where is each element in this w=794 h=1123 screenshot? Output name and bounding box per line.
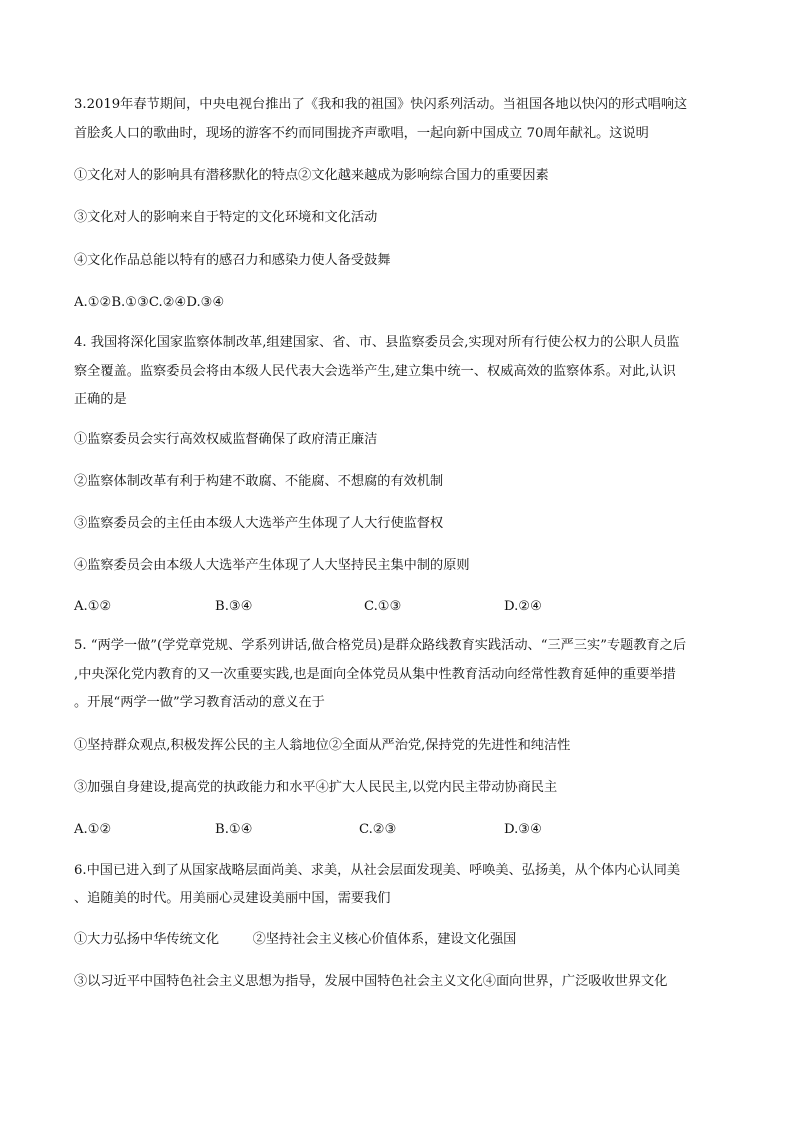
q5-statement-1: ①坚持群众观点,积极发挥公民的主人翁地位②全面从严治党,保持党的先进性和纯洁性: [74, 738, 571, 753]
q4-statement-2: ②监察体制改革有利于构建不敢腐、不能腐、不想腐的有效机制: [74, 474, 444, 489]
q3-options: A.①②B.①③C.②④D.③④: [74, 295, 225, 310]
q4-option-d: D.②④: [504, 599, 542, 614]
q5-statement-2: ③加强自身建设,提高党的执政能力和水平④扩大人民民主,以党内民主带动协商民主: [74, 780, 558, 795]
q3-statement-3: ④文化作品总能以特有的感召力和感染力使人备受鼓舞: [74, 253, 391, 268]
q3-statement-1: ①文化对人的影响具有潜移默化的特点②文化越来越成为影响综合国力的重要因素: [74, 168, 549, 183]
q4-statement-4: ④监察委员会由本级人大选举产生体现了人大坚持民主集中制的原则: [74, 558, 470, 573]
q5-option-c: C.②③: [359, 822, 397, 837]
q3-stem-line-1: 3.2019年春节期间，中央电视台推出了《我和我的祖国》快闪系列活动。当祖国各地以快闪的形式唱响这: [74, 97, 688, 112]
q6-statement-1: ①大力弘扬中华传统文化 ②坚持社会主义核心价值体系，建设文化强国: [74, 932, 517, 947]
q6-stem-line-2: 、追随美的时代。用美丽心灵建设美丽中国，需要我们: [74, 891, 391, 906]
q4-option-c: C.①③: [364, 599, 402, 614]
q4-statement-1: ①监察委员会实行高效权威监督确保了政府清正廉洁: [74, 432, 378, 447]
q6-statement-2: ③以习近平中国特色社会主义思想为指导，发展中国特色社会主义文化④面向世界，广泛吸收世界文化: [74, 974, 668, 989]
q4-statement-3: ③监察委员会的主任由本级人大选举产生体现了人大行使监督权: [74, 516, 444, 531]
q6-stem-line-1: 6.中国已进入到了从国家战略层面尚美、求美，从社会层面发现美、呼唤美、弘扬美，从个体内心认同美: [74, 863, 681, 878]
q3-stem-line-2: 首脍炙人口的歌曲时，现场的游客不约而同围拢齐声歌唱，一起向新中国成立 70周年献礼。这说明: [74, 126, 649, 141]
q5-stem-line-3: 。开展“两学一做”学习教育活动的意义在于: [74, 695, 325, 710]
q4-stem-line-2: 察全覆盖。监察委员会将由本级人民代表大会选举产生,建立集中统一、权威高效的监察体系。对此,认识: [74, 364, 676, 379]
q5-option-a: A.①②: [74, 822, 112, 837]
q4-option-a: A.①②: [74, 599, 112, 614]
q3-statement-2: ③文化对人的影响来自于特定的文化环境和文化活动: [74, 210, 378, 225]
q4-stem-line-3: 正确的是: [74, 392, 127, 407]
q5-stem-line-1: 5. “两学一做”(学党章党规、学系列讲话,做合格党员)是群众路线教育实践活动、“三严三实”专题教育之后: [74, 638, 687, 653]
q4-stem-line-1: 4. 我国将深化国家监察体制改革,组建国家、省、市、县监察委员会,实现对所有行使公权力的公职人员监: [74, 335, 680, 350]
q5-option-b: B.①④: [215, 822, 253, 837]
q5-stem-line-2: ,中央深化党内教育的又一次重要实践,也是面向全体党员从集中性教育活动向经常性教育延伸的重要举措: [74, 667, 676, 682]
q5-option-d: D.③④: [504, 822, 542, 837]
q4-option-b: B.③④: [215, 599, 253, 614]
